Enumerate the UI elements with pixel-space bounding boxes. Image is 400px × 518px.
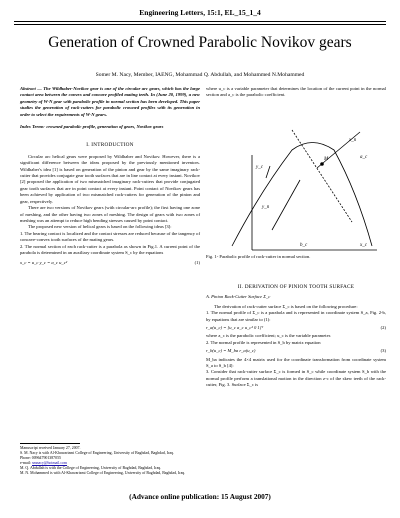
right-item-1: 1. The normal profile of Σ_c is a parabola and is represented in coordinate system S_a, Fig. 2-b, by equations that are similar to (1): — [206, 310, 386, 322]
label-bc: b_c — [300, 243, 308, 248]
label-ac: a_c — [360, 155, 368, 160]
footnote-author-2: M. Q. Abdullah is with the College of Engineering, University of Baghdad, Baghdad, Iraq. — [20, 466, 162, 471]
intro-paragraph-2: There are two versions of Novikov gears (with circular-arc profile); the first having one zone of meshing, and the other having two zones of meshing. The design of gears with two zones of meshing was an attempt to reduce high bending stresses caused by point contact. — [20, 205, 200, 223]
equation-1-body: x_c = u_c y_c = a_c u_c² — [20, 260, 68, 266]
label-yc: y_c — [256, 165, 263, 170]
footnote-email[interactable]: e-mail: smnacy@hotmail.com — [20, 461, 68, 466]
label-xc: x_c — [360, 243, 367, 248]
footnotes — [20, 446, 200, 477]
right-column-body — [206, 284, 386, 389]
equation-1 — [20, 260, 200, 266]
publication-footer: (Advance online publication: 15 August 2007) — [129, 492, 271, 501]
angle-mark — [266, 166, 270, 178]
equation-3 — [206, 348, 386, 354]
equation-2-body: r_a(u_c) = [u_c a_c u_c² 0 1]ᵀ — [206, 325, 264, 331]
right-item-2b: M_ba indicates the 4×4 matrix used for the coordinate transformation from coordinate system S_a to S_b [4]: — [206, 356, 386, 369]
figure-1-parabolic-profile — [212, 110, 380, 252]
right-paragraph-2: The derivation of rack-cutter surface Σ_c is based on the following procedure: — [214, 303, 358, 309]
footnote-phone: Phone: 009647901387055 — [20, 456, 61, 461]
right-paragraph-1: where u_c is a variable parameter that determines the location of the current point in the normal section and a_c is the parabolic coefficient. — [206, 86, 386, 98]
equation-2-number: (2) — [380, 325, 386, 331]
abstract-label: Abstract — [20, 86, 36, 91]
index-terms: Index Terms- crowned parabolic profile, generation of gears, Novikov gears — [20, 124, 164, 130]
paper-title: Generation of Crowned Parabolic Novikov gears — [48, 34, 352, 51]
header-rule-1 — [14, 21, 386, 22]
intro-paragraph-3: The proposed new version of helical gears is based on the following ideas [3]: — [28, 224, 172, 230]
right-column-top — [206, 86, 386, 99]
right-item-3: 3. Consider that rack-cutter surface Σ_c is formed in S_c while coordinate system S_b with the normal profile perform a translational motion in the direction z-c of the skew teeth of the rack-cutter, Fig. 3. Surface Σ_c is — [206, 369, 386, 388]
equation-1-number: (1) — [194, 260, 200, 266]
label-yn: y_n — [262, 205, 270, 210]
footnote-rule — [20, 443, 80, 444]
left-column — [20, 86, 200, 271]
footnote-author-1: S. M. Nacy is with Al-Khawarizmi College of Engineering, University of Baghdad, Baghdad, Iraq. — [20, 451, 174, 456]
intro-paragraph-1: Circular arc helical gears were proposed by Wildhaber and Novikov. However, there is a significant difference between the ideas proposed by the previously mentioned inventors. Wildhaber's idea [1] is based on generation of the pinion and gear by the same imaginary rack-cutter that provides conjugate gear tooth surfaces that are in line contact at every instant. Novikov [2] proposed the application of two mismatched imaginary rack-cutters that provide conjugated gear tooth surfaces that are in point contact at every instant. Point contact of Novikov gears has been achieved by application of two mismatched rack-cutters for generation of the pinion and gear, respectively. — [20, 153, 200, 204]
abstract-text: The Wildhaber-Novikov gear is one of the circular arc gears, which has the large contact area between the convex and concave profiled mating teeth. In (June 20, 1999), a new geometry of W-N gear with parabolic profile in normal section has been developed. This paper studies the generation of rack-cutters for parabolic crowned profiles with its generation in order to select the requirements of W-N gears. — [20, 86, 201, 117]
normal-yn — [272, 180, 300, 230]
figure-1-caption: Fig. 1- Parabolic profile of rack-cutter in normal section. — [206, 254, 311, 259]
equation-2 — [206, 325, 386, 331]
right-item-1b: where a_c is the parabolic coefficient; u_c is the variable parameter. — [206, 333, 332, 339]
journal-header: Engineering Letters, 15:1, EL_15_1_4 — [139, 8, 261, 17]
authors: Somer M. Nacy, Member, IAENG, Mohammad Q. Abdullah, and Mohammed N.Mohammed — [95, 72, 305, 78]
section-2-title: II. DERIVATION OF PINION TOOTH SURFACE — [237, 284, 355, 290]
point-m — [320, 162, 324, 166]
equation-3-number: (3) — [380, 348, 386, 354]
label-m: M — [324, 157, 329, 162]
label-xn: x_n — [349, 138, 357, 143]
footnote-received: Manuscript received January 27, 2007. — [20, 446, 81, 450]
footnote-author-3: M. N. Mohammed is with Al-Khawarizmi College of Engineering, University of Baghdad, Baghdad, Iraq. — [20, 471, 186, 476]
header-rule-2 — [14, 24, 386, 25]
intro-item-2: 2. The normal section of each rack-cutter is a parabola as shown in Fig.1. A current point of the parabola is determined in an auxiliary coordinate system S_c by the equations — [20, 243, 200, 255]
abstract: Abstract — The Wildhaber-Novikov gear is one of the circular arc gears, which has the large contact area between the convex and concave profiled mating teeth. In (June 20, 1999), a new geometry of W-N gear with parabolic profile in normal section has been developed. This paper studies the generation of rack-cutters for parabolic crowned profiles with its generation in order to select the requirements of W-N gears. — [20, 86, 201, 117]
equation-3-body: r_b(u_c) = M_ba r_a(u_c) — [206, 348, 256, 354]
intro-item-1: 1. The bearing contact is localized and the contact stresses are reduced because of the tangency of concave-convex tooth surfaces of the mating gears. — [20, 230, 200, 243]
parabola-profile — [232, 143, 372, 247]
subsection-a-title: A. Pinion Rack-Cutter Surface Σ_c — [206, 294, 271, 300]
section-1-title: I. INTRODUCTION — [86, 142, 134, 149]
right-item-2: 2. The normal profile is represented in S_b by matrix equation — [206, 339, 321, 345]
